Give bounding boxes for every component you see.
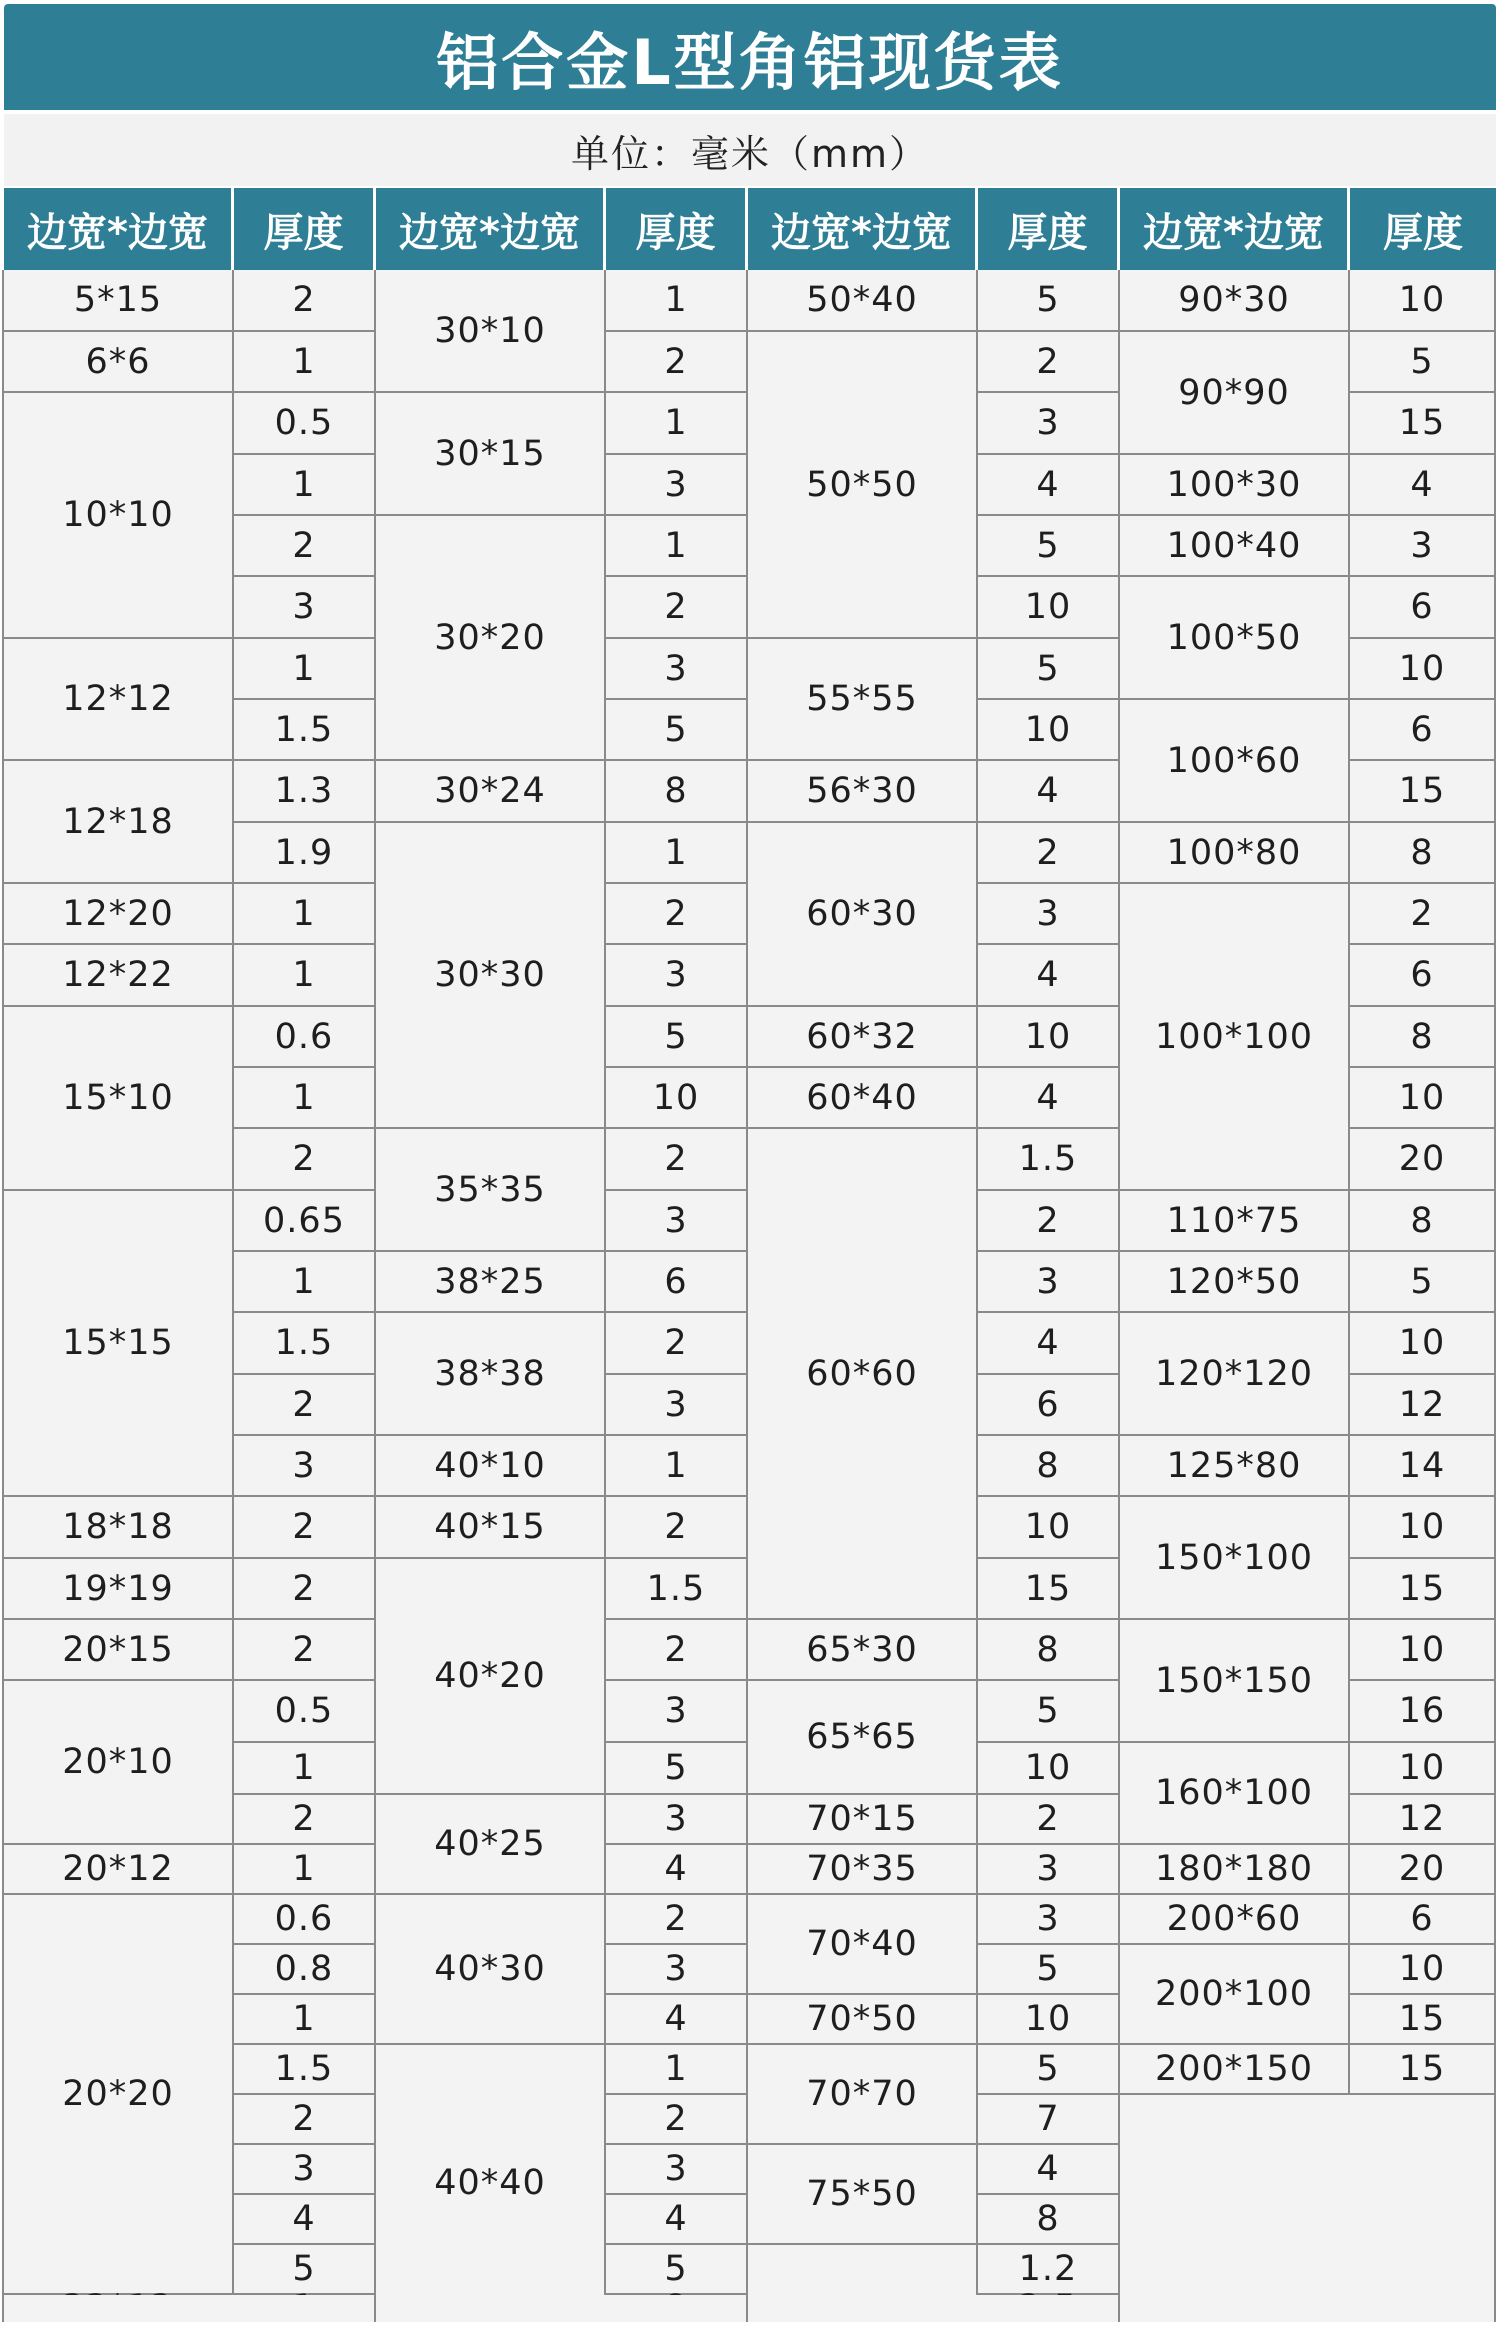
size-cell: 60*60: [748, 1129, 978, 1620]
size-cell: 70*15: [748, 1795, 978, 1845]
thickness-cell: 6: [1350, 577, 1496, 639]
thickness-cell: 5: [978, 270, 1120, 332]
thickness-cell: 1: [234, 884, 376, 945]
thickness-cell: 5: [978, 639, 1120, 700]
thickness-cell: 15: [978, 1559, 1120, 1620]
size-cell: 56*30: [748, 761, 978, 823]
header-thickness: 厚度: [606, 188, 748, 270]
header-thickness: 厚度: [978, 188, 1120, 270]
header-size: 边宽*边宽: [748, 188, 978, 270]
thickness-cell: 5: [606, 1007, 748, 1068]
size-cell: 65*30: [748, 1620, 978, 1681]
thickness-cell: 5: [1350, 332, 1496, 393]
thickness-cell: 2: [978, 1795, 1120, 1845]
thickness-cell: 2: [234, 516, 376, 577]
thickness-cell: 3: [606, 1681, 748, 1743]
thickness-cell: 20: [1350, 1845, 1496, 1895]
size-cell: 30*24: [376, 761, 606, 823]
thickness-cell: 0.5: [234, 393, 376, 455]
thickness-cell: 1: [606, 2045, 748, 2095]
thickness-cell: 1: [234, 455, 376, 516]
thickness-cell: 8: [978, 1620, 1120, 1681]
thickness-cell: 3: [606, 639, 748, 700]
size-cell: 19*19: [4, 1559, 234, 1620]
size-cell: 50*50: [748, 332, 978, 639]
thickness-cell: 2: [606, 1895, 748, 1945]
thickness-cell: 3: [606, 1795, 748, 1845]
thickness-cell: 5: [606, 2245, 748, 2295]
thickness-cell: 2: [606, 2095, 748, 2145]
thickness-cell: 1.5: [978, 1129, 1120, 1191]
size-cell: 50*40: [748, 270, 978, 332]
size-cell: 30*10: [376, 270, 606, 393]
thickness-cell: 2: [1350, 884, 1496, 945]
thickness-cell: 6: [606, 1252, 748, 1313]
thickness-cell: 0.5: [234, 1681, 376, 1743]
size-cell: 40*30: [376, 1895, 606, 2045]
size-cell: 40*25: [376, 1795, 606, 1895]
thickness-cell: 1: [234, 1743, 376, 1795]
thickness-cell: 8: [1350, 823, 1496, 884]
thickness-cell: 5: [234, 2245, 376, 2295]
size-cell: 18*18: [4, 1497, 234, 1559]
thickness-cell: 1.9: [234, 823, 376, 884]
thickness-cell: 1: [234, 945, 376, 1007]
thickness-cell: 3: [978, 1895, 1120, 1945]
size-cell: 100*100: [1120, 884, 1350, 1191]
size-cell: 180*180: [1120, 1845, 1350, 1895]
size-cell: 100*50: [1120, 577, 1350, 700]
thickness-cell: 1.3: [234, 761, 376, 823]
thickness-cell: 6: [1350, 700, 1496, 761]
thickness-cell: 8: [606, 761, 748, 823]
thickness-cell: 1.5: [606, 1559, 748, 1620]
thickness-cell: 2: [606, 1497, 748, 1559]
size-cell: 100*40: [1120, 516, 1350, 577]
thickness-cell: 1.5: [234, 700, 376, 761]
thickness-cell: 10: [978, 577, 1120, 639]
thickness-cell: 2: [606, 1129, 748, 1191]
thickness-cell: 12: [1350, 1795, 1496, 1845]
thickness-cell: 16: [1350, 1681, 1496, 1743]
thickness-cell: 10: [1350, 639, 1496, 700]
empty-cell: [4, 2295, 376, 2322]
thickness-cell: 2: [234, 1497, 376, 1559]
size-cell: 125*80: [1120, 1436, 1350, 1497]
thickness-cell: 8: [978, 2195, 1120, 2245]
header-thickness: 厚度: [234, 188, 376, 270]
thickness-cell: 2: [234, 1795, 376, 1845]
header-size: 边宽*边宽: [4, 188, 234, 270]
thickness-cell: 10: [978, 1497, 1120, 1559]
thickness-cell: 10: [1350, 1743, 1496, 1795]
size-cell: 12*12: [4, 639, 234, 761]
thickness-cell: 3: [606, 1945, 748, 1995]
thickness-cell: 0.6: [234, 1895, 376, 1945]
thickness-cell: 5: [978, 1681, 1120, 1743]
thickness-cell: 2: [606, 1620, 748, 1681]
thickness-cell: 5: [978, 1945, 1120, 1995]
thickness-cell: 10: [978, 1995, 1120, 2045]
thickness-cell: 3: [606, 455, 748, 516]
size-cell: 40*15: [376, 1497, 606, 1559]
size-cell: 70*35: [748, 1845, 978, 1895]
thickness-cell: 2: [978, 1191, 1120, 1252]
size-cell: 40*20: [376, 1559, 606, 1795]
size-cell: 15*15: [4, 1191, 234, 1497]
thickness-cell: 3: [234, 577, 376, 639]
thickness-cell: 12: [1350, 1375, 1496, 1436]
thickness-cell: 1: [606, 393, 748, 455]
thickness-cell: 1.2: [978, 2245, 1120, 2295]
thickness-cell: 6: [1350, 1895, 1496, 1945]
thickness-cell: 2: [234, 1620, 376, 1681]
thickness-cell: 6: [1350, 945, 1496, 1007]
thickness-cell: 5: [606, 700, 748, 761]
thickness-cell: 0.65: [234, 1191, 376, 1252]
size-cell: 60*30: [748, 823, 978, 1007]
size-cell: 12*22: [4, 945, 234, 1007]
empty-cell: [376, 2295, 748, 2322]
thickness-cell: 4: [1350, 455, 1496, 516]
table-left-border: [2, 270, 4, 2322]
header-size: 边宽*边宽: [376, 188, 606, 270]
thickness-cell: 3: [606, 1375, 748, 1436]
thickness-cell: 2: [234, 1129, 376, 1191]
size-cell: 100*60: [1120, 700, 1350, 823]
size-cell: 120*120: [1120, 1313, 1350, 1436]
size-cell: 30*15: [376, 393, 606, 516]
header-size: 边宽*边宽: [1120, 188, 1350, 270]
size-cell: 15*10: [4, 1007, 234, 1191]
size-cell: 200*100: [1120, 1945, 1350, 2045]
thickness-cell: 10: [1350, 1497, 1496, 1559]
thickness-cell: 1.5: [234, 2045, 376, 2095]
thickness-cell: 8: [1350, 1191, 1496, 1252]
thickness-cell: 10: [978, 1007, 1120, 1068]
thickness-cell: 8: [1350, 1007, 1496, 1068]
thickness-cell: 2: [606, 332, 748, 393]
thickness-cell: 4: [978, 1313, 1120, 1375]
thickness-cell: 10: [1350, 270, 1496, 332]
thickness-cell: 3: [1350, 516, 1496, 577]
size-cell: 60*40: [748, 1068, 978, 1129]
size-cell: 160*100: [1120, 1743, 1350, 1845]
size-cell: 100*80: [1120, 823, 1350, 884]
thickness-cell: 10: [606, 1068, 748, 1129]
thickness-cell: 4: [606, 1995, 748, 2045]
page-title: 铝合金L型角铝现货表: [436, 25, 1064, 99]
thickness-cell: 3: [234, 1436, 376, 1497]
thickness-cell: 3: [606, 2145, 748, 2195]
thickness-cell: 4: [978, 455, 1120, 516]
thickness-cell: 10: [1350, 1068, 1496, 1129]
thickness-cell: 5: [978, 516, 1120, 577]
size-cell: 12*18: [4, 761, 234, 884]
size-cell: 150*150: [1120, 1620, 1350, 1743]
size-cell: 10*10: [4, 393, 234, 639]
thickness-cell: 2: [234, 1559, 376, 1620]
thickness-cell: 0.8: [234, 1945, 376, 1995]
size-cell: 75*50: [748, 2145, 978, 2245]
thickness-cell: 5: [978, 2045, 1120, 2095]
size-cell: 60*32: [748, 1007, 978, 1068]
thickness-cell: 10: [1350, 1620, 1496, 1681]
thickness-cell: 3: [606, 1191, 748, 1252]
size-cell: 65*65: [748, 1681, 978, 1795]
thickness-cell: 1: [234, 1068, 376, 1129]
size-cell: 100*30: [1120, 455, 1350, 516]
size-cell: 40*40: [376, 2045, 606, 2322]
thickness-cell: 3: [978, 1252, 1120, 1313]
thickness-cell: 10: [978, 1743, 1120, 1795]
size-cell: 20*10: [4, 1681, 234, 1845]
thickness-cell: 3: [606, 945, 748, 1007]
size-cell: 6*6: [4, 332, 234, 393]
size-cell: 35*35: [376, 1129, 606, 1252]
size-cell: 30*20: [376, 516, 606, 761]
thickness-cell: 7: [978, 2095, 1120, 2145]
thickness-cell: 5: [606, 1743, 748, 1795]
size-cell: 5*15: [4, 270, 234, 332]
thickness-cell: 1: [606, 270, 748, 332]
thickness-cell: 3: [978, 884, 1120, 945]
thickness-cell: 15: [1350, 2045, 1496, 2095]
thickness-cell: 4: [978, 1068, 1120, 1129]
thickness-cell: 3: [234, 2145, 376, 2195]
thickness-cell: 4: [978, 761, 1120, 823]
thickness-cell: 0.6: [234, 1007, 376, 1068]
thickness-cell: 2: [234, 2095, 376, 2145]
thickness-cell: 20: [1350, 1129, 1496, 1191]
thickness-cell: 1: [234, 1252, 376, 1313]
thickness-cell: 1: [606, 823, 748, 884]
thickness-cell: 15: [1350, 1559, 1496, 1620]
size-cell: 38*38: [376, 1313, 606, 1436]
size-cell: 70*70: [748, 2045, 978, 2145]
thickness-cell: 1: [234, 1845, 376, 1895]
thickness-cell: 4: [978, 2145, 1120, 2195]
thickness-cell: 10: [1350, 1945, 1496, 1995]
size-cell: 200*60: [1120, 1895, 1350, 1945]
thickness-cell: 2: [606, 577, 748, 639]
size-cell: 90*30: [1120, 270, 1350, 332]
size-cell: 20*15: [4, 1620, 234, 1681]
size-cell: 110*75: [1120, 1191, 1350, 1252]
thickness-cell: 4: [606, 2195, 748, 2245]
size-cell: 120*50: [1120, 1252, 1350, 1313]
size-cell: 30*30: [376, 823, 606, 1129]
size-cell: 150*100: [1120, 1497, 1350, 1620]
thickness-cell: 4: [978, 945, 1120, 1007]
thickness-cell: 2: [978, 823, 1120, 884]
thickness-cell: 5: [1350, 1252, 1496, 1313]
thickness-cell: 1: [234, 639, 376, 700]
size-cell: 200*150: [1120, 2045, 1350, 2095]
thickness-cell: 1: [606, 516, 748, 577]
thickness-cell: 15: [1350, 761, 1496, 823]
thickness-cell: 15: [1350, 1995, 1496, 2045]
unit-label: 单位：毫米（mm）: [570, 131, 930, 176]
thickness-cell: 6: [978, 1375, 1120, 1436]
size-cell: 20*12: [4, 1845, 234, 1895]
size-cell: 70*40: [748, 1895, 978, 1995]
thickness-cell: 2: [234, 1375, 376, 1436]
thickness-cell: 2: [606, 1313, 748, 1375]
thickness-cell: 3: [978, 393, 1120, 455]
thickness-cell: 1: [234, 1995, 376, 2045]
thickness-cell: 15: [1350, 393, 1496, 455]
size-cell: 40*10: [376, 1436, 606, 1497]
thickness-cell: 10: [1350, 1313, 1496, 1375]
thickness-cell: 8: [978, 1436, 1120, 1497]
thickness-cell: 2: [606, 884, 748, 945]
thickness-cell: 1: [234, 332, 376, 393]
thickness-cell: 1.5: [234, 1313, 376, 1375]
thickness-cell: 14: [1350, 1436, 1496, 1497]
thickness-cell: 4: [606, 1845, 748, 1895]
thickness-cell: 3: [978, 1845, 1120, 1895]
size-cell: 20*20: [4, 1895, 234, 2295]
size-cell: 55*55: [748, 639, 978, 761]
thickness-cell: 1: [606, 1436, 748, 1497]
thickness-cell: 2: [234, 270, 376, 332]
thickness-cell: 10: [978, 700, 1120, 761]
size-cell: 12*20: [4, 884, 234, 945]
empty-cell: [1120, 2095, 1496, 2322]
size-cell: 90*90: [1120, 332, 1350, 455]
thickness-cell: 2: [978, 332, 1120, 393]
header-thickness: 厚度: [1350, 188, 1496, 270]
empty-cell: [748, 2295, 1120, 2322]
size-cell: 38*25: [376, 1252, 606, 1313]
thickness-cell: 4: [234, 2195, 376, 2245]
size-cell: 70*50: [748, 1995, 978, 2045]
